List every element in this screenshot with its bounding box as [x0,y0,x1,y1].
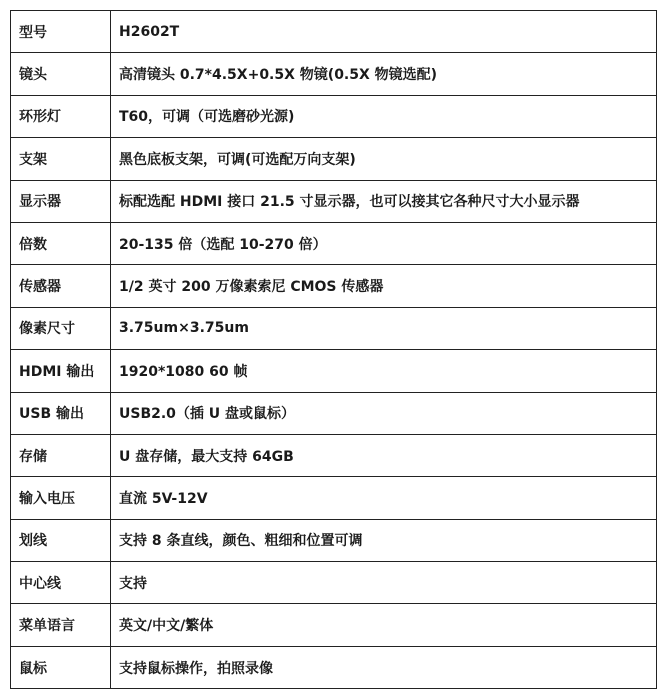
spec-value: U 盘存储，最大支持 64GB [111,434,657,476]
spec-label: 菜单语言 [11,604,111,646]
table-row [11,604,657,646]
table-row [11,95,657,137]
table-row [11,434,657,476]
spec-table [10,10,657,689]
spec-value: USB2.0（插 U 盘或鼠标） [111,392,657,434]
table-row [11,222,657,264]
spec-label: 支架 [11,138,111,180]
table-row [11,646,657,688]
table-row [11,392,657,434]
spec-label: 存储 [11,434,111,476]
spec-value: 20-135 倍（选配 10-270 倍） [111,222,657,264]
spec-label: USB 输出 [11,392,111,434]
spec-value: 标配选配 HDMI 接口 21.5 寸显示器，也可以接其它各种尺寸大小显示器 [111,180,657,222]
table-row [11,477,657,519]
spec-label: 倍数 [11,222,111,264]
table-row [11,562,657,604]
spec-label: 传感器 [11,265,111,307]
table-row [11,519,657,561]
spec-label: 镜头 [11,53,111,95]
table-row [11,138,657,180]
table-row [11,11,657,53]
table-row [11,180,657,222]
spec-label: 环形灯 [11,95,111,137]
spec-label: 像素尺寸 [11,307,111,349]
spec-value: 英文/中文/繁体 [111,604,657,646]
table-row [11,307,657,349]
spec-value: 3.75um×3.75um [111,307,657,349]
table-row [11,265,657,307]
spec-value: 直流 5V-12V [111,477,657,519]
spec-value: 1920*1080 60 帧 [111,350,657,392]
spec-label: 中心线 [11,562,111,604]
spec-label: 鼠标 [11,646,111,688]
spec-value: 支持 8 条直线，颜色、粗细和位置可调 [111,519,657,561]
spec-label: 型号 [11,11,111,53]
spec-value: 高清镜头 0.7*4.5X+0.5X 物镜(0.5X 物镜选配) [111,53,657,95]
spec-label: 划线 [11,519,111,561]
spec-table-body [11,11,657,689]
spec-value: 1/2 英寸 200 万像素索尼 CMOS 传感器 [111,265,657,307]
spec-value: T60，可调（可选磨砂光源) [111,95,657,137]
spec-value: 黑色底板支架，可调(可选配万向支架) [111,138,657,180]
table-row [11,350,657,392]
spec-label: HDMI 输出 [11,350,111,392]
spec-value: H2602T [111,11,657,53]
table-row [11,53,657,95]
spec-value: 支持鼠标操作，拍照录像 [111,646,657,688]
spec-value: 支持 [111,562,657,604]
spec-label: 输入电压 [11,477,111,519]
spec-label: 显示器 [11,180,111,222]
